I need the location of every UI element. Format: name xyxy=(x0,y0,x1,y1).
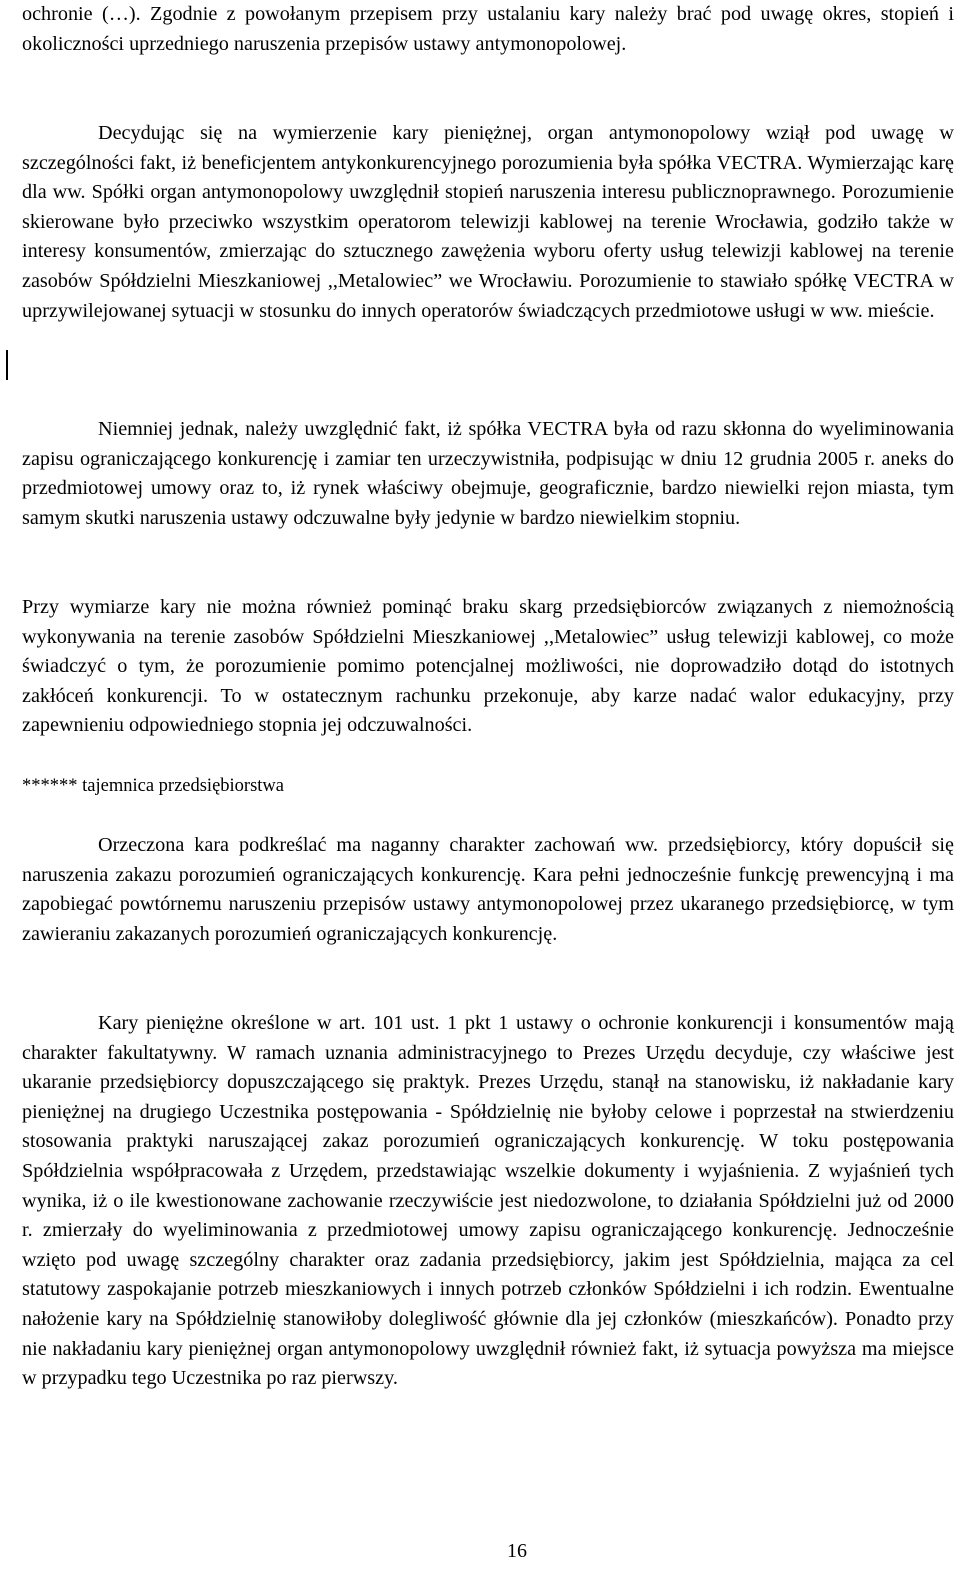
paragraph-mitigating-factors: Niemniej jednak, należy uwzględnić fakt, iż spółka VECTRA była od razu skłonna do wyeliminowania zapisu ograniczającego konkurencję i zamiar ten urzeczywistniła, podpisując w dniu 12 grudnia 2005 r. aneks do przedmiotowej umowy oraz to, iż rynek właściwy obejmuje, geograficznie, bardzo niewielki rejon miasta, tym samym skutki naruszenia ustawy odczuwalne były jedynie w bardzo niewielkim stopniu. xyxy=(22,418,954,529)
revision-change-bar xyxy=(6,350,8,380)
paragraph-cooperative-assessment: Kary pieniężne określone w art. 101 ust. 1 pkt 1 ustawy o ochronie konkurencji i konsumentów mają charakter fakultatywny. W ramach uznania administracyjnego to Prezes Urzędu decyduje, czy właściwe jest ukaranie przedsiębiorcy dopuszczającego się praktyk. Prezes Urzędu, stanął na stanowisku, iż nakładanie kary pieniężnej na drugiego Uczestnika postępowania - Spółdzielnię nie byłoby celowe i poprzestał na stwierdzeniu stosowania praktyki naruszającej zakaz porozumień ograniczających konkurencję. W toku postępowania Spółdzielnia współpracowała z Urzędem, przedstawiając wszelkie dokumenty i wyjaśnienia. Z wyjaśnień tych wynika, iż o ile kwestionowane zachowanie rzeczywiście jest niedozwolone, to działania Spółdzielni już od 2000 r. zmierzały do wyeliminowania z przedmiotowej umowy zapisu ograniczającego konkurencję. Jednocześnie wzięto pod uwagę szczególny charakter oraz zadania przedsiębiorcy, jakim jest Spółdzielnia, mająca za cel statutowy zaspokajanie potrzeb mieszkaniowych i innych potrzeb członków Spółdzielni i ich rodzin. Ewentualne nałożenie kary na Spółdzielnię stanowiłoby dolegliwość głównie dla jej członków (mieszkańców). Ponadto przy nie nakładaniu kary pieniężnej organ antymonopolowy uwzględnił również fakt, iż sytuacja powyższa ma miejsce w przypadku tego Uczestnika po raz pierwszy. xyxy=(22,1012,954,1390)
paragraph-penalty-purpose: Orzeczona kara podkreślać ma naganny charakter zachowań ww. przedsiębiorcy, który dopuścił się naruszenia zakazu porozumień ograniczających konkurencję. Kara pełni jednocześnie funkcję prewencyjną i ma zapobiegać powtórnemu naruszeniu przepisów ustawy antymonopolowej przez ukaranego przedsiębiorcę, w tym zawieraniu zakazanych porozumień ograniczających konkurencję. xyxy=(22,834,954,945)
paragraph-intro-continuation: ochronie (…). Zgodnie z powołanym przepisem przy ustalaniu kary należy brać pod uwagę okres, stopień i okoliczności uprzedniego naruszenia przepisów ustawy antymonopolowej. xyxy=(22,3,954,55)
page-number: 16 xyxy=(507,1540,527,1562)
redaction-note: ****** tajemnica przedsiębiorstwa xyxy=(22,776,284,796)
paragraph-vectra-penalty: Decydując się na wymierzenie kary pieniężnej, organ antymonopolowy wziął pod uwagę w szczególności fakt, iż beneficjentem antykonkurencyjnego porozumienia była spółka VECTRA. Wymierzając karę dla ww. Spółki organ antymonopolowy uwzględnił stopień naruszenia interesu publicznoprawnego. Porozumienie skierowane było przeciwko wszystkim operatorom telewizji kablowej na terenie Wrocławia, godziło także w interesy konsumentów, zmierzając do sztucznego zawężenia wyboru oferty usług telewizji kablowej na terenie zasobów Spółdzielni Mieszkaniowej ,,Metalowiec” we Wrocławiu. Porozumienie to stawiało spółkę VECTRA w uprzywilejowanej sytuacji w stosunku do innych operatorów świadczących przedmiotowe usługi w ww. mieście. xyxy=(22,122,954,322)
paragraph-no-complaints: Przy wymiarze kary nie można również pominąć braku skarg przedsiębiorców związanych z niemożnością wykonywania na terenie zasobów Spółdzielni Mieszkaniowej ,,Metalowiec” usług telewizji kablowej, co może świadczyć o tym, że porozumienie pomimo potencjalnej możliwości, nie doprowadziło dotąd do istotnych zakłóceń konkurencji. To w ostatecznym rachunku przekonuje, aby karze nadać walor edukacyjny, przy zapewnieniu odpowiedniego stopnia jej odczuwalności. xyxy=(22,596,954,737)
